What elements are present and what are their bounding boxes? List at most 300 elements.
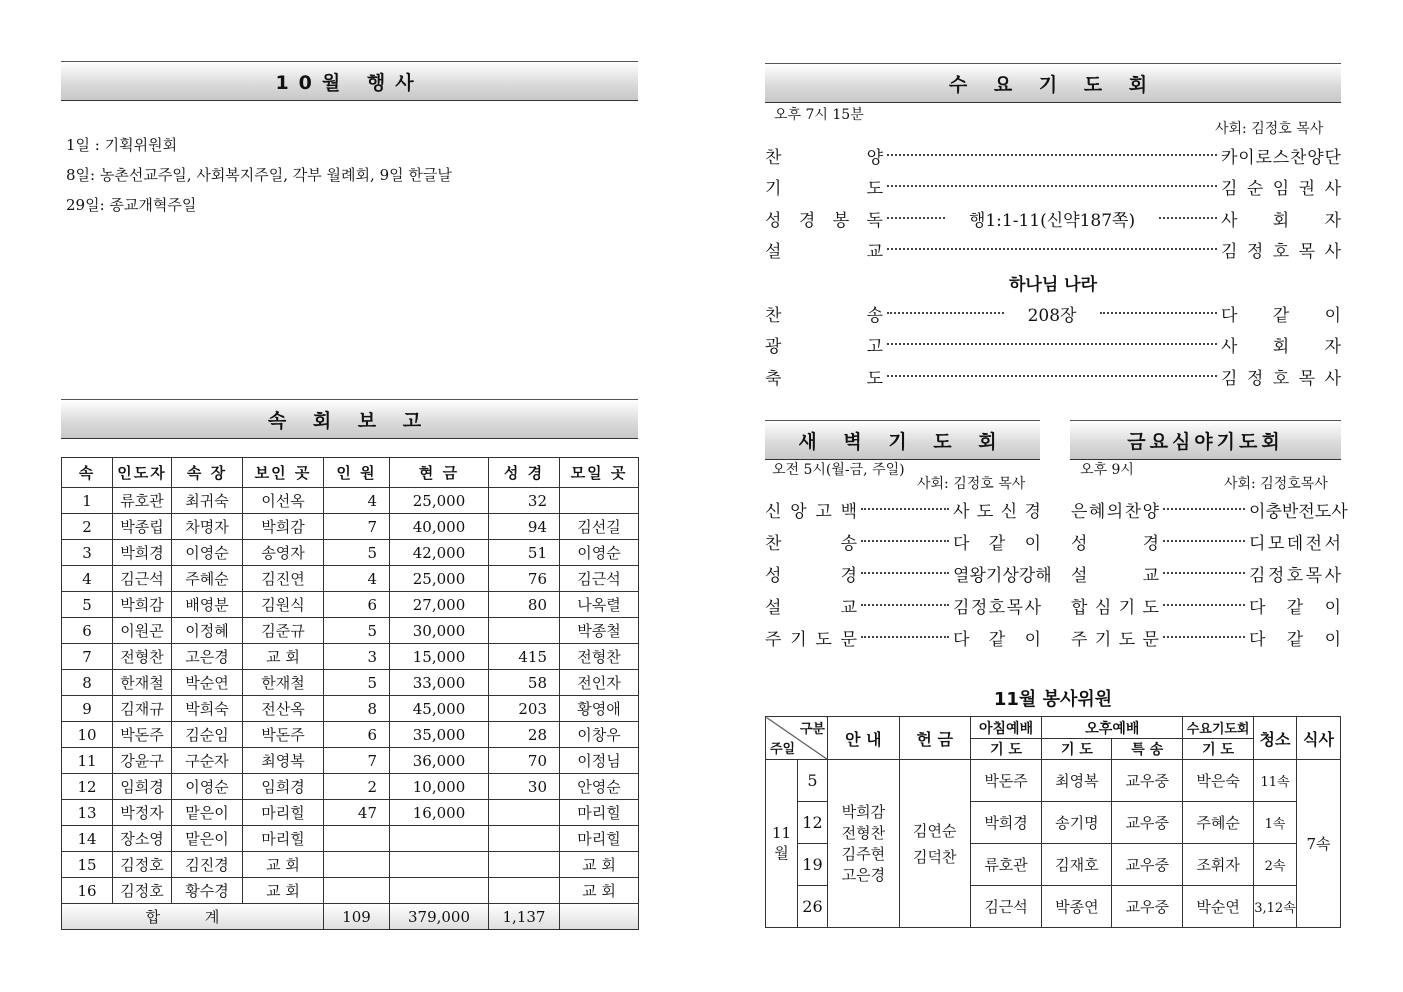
order-label: 설 교 [765, 241, 883, 262]
dot-leader [887, 217, 945, 219]
table-cell: 김진연 [243, 566, 324, 592]
order-line [1071, 623, 1341, 651]
wed-cell: 박순연 [1183, 886, 1254, 928]
guide-name: 고은경 [841, 865, 886, 884]
dawn-header [765, 420, 1040, 460]
order-value: 사 회 자 [1221, 210, 1342, 231]
order-label: 찬 양 [765, 147, 883, 168]
table-cell: 교 회 [560, 878, 639, 904]
morning-cell: 김근석 [970, 886, 1042, 928]
meal-header: 식사 [1296, 717, 1340, 760]
table-cell [324, 852, 390, 878]
table-cell: 마리힐 [243, 800, 324, 826]
table-row [62, 852, 639, 878]
col-header: 속 [62, 458, 113, 488]
total-label: 합 계 [62, 904, 324, 930]
dot-leader [861, 508, 949, 510]
table-row [62, 514, 639, 540]
total-people: 109 [324, 904, 390, 930]
order-value: 다 같 이 [1249, 629, 1341, 650]
total-empty [560, 904, 639, 930]
table-cell: 임희경 [243, 774, 324, 800]
table-cell: 51 [489, 540, 560, 566]
table-cell: 배영분 [172, 592, 243, 618]
order-label: 설 교 [1071, 565, 1159, 586]
col-header: 속 장 [172, 458, 243, 488]
table-cell: 58 [489, 670, 560, 696]
table-cell: 70 [489, 748, 560, 774]
order-line [765, 559, 1052, 587]
table-cell: 박정자 [113, 800, 172, 826]
col-header: 현 금 [390, 458, 489, 488]
table-cell: 최영복 [243, 748, 324, 774]
wednesday-host: 사회: 김정호 목사 [1215, 121, 1324, 137]
table-cell: 16,000 [390, 800, 489, 826]
order-line [765, 299, 1341, 327]
table-cell: 장소영 [113, 826, 172, 852]
table-row [62, 592, 639, 618]
table-cell [489, 878, 560, 904]
table-cell: 김순임 [172, 722, 243, 748]
table-row [62, 774, 639, 800]
table-cell: 47 [324, 800, 390, 826]
table-cell: 4 [62, 566, 113, 592]
table-cell: 7 [324, 514, 390, 540]
order-value: 다 같 이 [953, 533, 1041, 554]
table-cell: 김재규 [113, 696, 172, 722]
table-cell: 25,000 [390, 566, 489, 592]
month-cell: 11월 [766, 760, 798, 928]
table-cell: 김진경 [172, 852, 243, 878]
table-cell: 박돈주 [243, 722, 324, 748]
table-cell: 이원곤 [113, 618, 172, 644]
col-header: 보인 곳 [243, 458, 324, 488]
friday-time: 오후 9시 [1080, 462, 1134, 478]
order-label: 설 교 [765, 597, 857, 618]
dot-leader [887, 375, 1217, 377]
table-cell: 45,000 [390, 696, 489, 722]
table-cell: 김근석 [560, 566, 639, 592]
morning-header: 아침예배 [970, 717, 1042, 739]
order-value: 김 정 호 목 사 [1221, 241, 1341, 262]
order-line [1071, 527, 1341, 555]
table-row [62, 566, 639, 592]
order-line [765, 235, 1341, 263]
dot-leader [887, 343, 1217, 345]
table-cell [390, 852, 489, 878]
table-cell [324, 826, 390, 852]
table-cell: 교 회 [243, 644, 324, 670]
dot-leader [1163, 572, 1245, 574]
event-item: 1일 : 기획위원회 [66, 136, 178, 154]
table-cell: 김준규 [243, 618, 324, 644]
table-cell: 15 [62, 852, 113, 878]
order-line [765, 330, 1341, 358]
table-cell: 3 [324, 644, 390, 670]
table-row [62, 670, 639, 696]
table-cell [390, 826, 489, 852]
table-cell: 한재철 [113, 670, 172, 696]
table-cell: 10,000 [390, 774, 489, 800]
dot-leader [861, 636, 949, 638]
table-cell: 송영자 [243, 540, 324, 566]
table-cell: 박종철 [560, 618, 639, 644]
order-line [1071, 591, 1341, 619]
total-bible: 1,137 [489, 904, 560, 930]
event-item: 29일: 종교개혁주일 [66, 196, 197, 214]
report-header [61, 399, 638, 439]
offering-header: 헌 금 [899, 717, 970, 760]
afternoon-cell: 박종연 [1042, 886, 1112, 928]
table-cell: 6 [324, 592, 390, 618]
special-cell: 교우중 [1112, 760, 1183, 802]
table-cell [324, 878, 390, 904]
table-cell: 16 [62, 878, 113, 904]
order-label: 광 고 [765, 336, 883, 357]
table-cell: 40,000 [390, 514, 489, 540]
table-cell: 황수경 [172, 878, 243, 904]
order-value: 이 충 반 전 도 사 [1249, 501, 1348, 522]
table-row [62, 618, 639, 644]
order-value: 다 같 이 [953, 629, 1041, 650]
order-label: 성 경 봉 독 [765, 210, 883, 231]
events-list [66, 130, 636, 220]
table-cell: 8 [324, 696, 390, 722]
report-total-row [62, 904, 639, 930]
table-cell: 94 [489, 514, 560, 540]
dot-leader [861, 604, 949, 606]
table-cell: 3 [62, 540, 113, 566]
table-row [62, 826, 639, 852]
table-cell: 류호관 [113, 488, 172, 514]
guides-cell [827, 760, 899, 928]
corner-top: 구분 [799, 722, 825, 737]
report-header-row [62, 458, 639, 488]
order-value: 카 이 로 스 찬 양 단 [1221, 147, 1341, 168]
dot-leader [1163, 604, 1245, 606]
table-cell: 11 [62, 748, 113, 774]
table-cell: 6 [62, 618, 113, 644]
col-header: 인 원 [324, 458, 390, 488]
table-cell [489, 826, 560, 852]
order-mid: 행1:1-11(신약187쪽) [968, 210, 1136, 231]
order-line [765, 527, 1041, 555]
day-cell: 26 [797, 886, 827, 928]
order-value: 열 왕 기 상 강 해 [953, 565, 1052, 586]
table-cell: 교 회 [560, 852, 639, 878]
table-cell: 이영순 [172, 540, 243, 566]
table-cell: 8 [62, 670, 113, 696]
service-table [765, 716, 1341, 928]
table-cell: 12 [62, 774, 113, 800]
dot-leader [887, 185, 1217, 187]
order-mid: 208장 [1027, 305, 1077, 326]
table-cell: 교 회 [243, 852, 324, 878]
clean-cell: 3,12속 [1254, 886, 1297, 928]
table-row [62, 488, 639, 514]
table-cell: 김근석 [113, 566, 172, 592]
order-label: 신 앙 고 백 [765, 501, 857, 522]
table-cell: 전형찬 [560, 644, 639, 670]
table-cell: 한재철 [243, 670, 324, 696]
table-row [62, 722, 639, 748]
wed-header: 수요기도회 [1183, 717, 1254, 739]
guide-name: 박희감 [841, 802, 886, 821]
dot-leader [1163, 540, 1245, 542]
table-cell: 강윤구 [113, 748, 172, 774]
order-label: 찬 송 [765, 533, 857, 554]
table-row [62, 696, 639, 722]
table-cell: 고은경 [172, 644, 243, 670]
table-cell: 박희경 [113, 540, 172, 566]
table-cell: 차명자 [172, 514, 243, 540]
table-cell: 13 [62, 800, 113, 826]
order-line [765, 623, 1041, 651]
clean-cell: 11속 [1254, 760, 1297, 802]
table-cell: 2 [62, 514, 113, 540]
table-cell: 전인자 [560, 670, 639, 696]
clean-header: 청소 [1254, 717, 1297, 760]
guide-header: 안 내 [827, 717, 899, 760]
dot-leader [861, 540, 949, 542]
table-cell: 28 [489, 722, 560, 748]
table-row [62, 540, 639, 566]
afternoon-cell: 송기명 [1042, 802, 1112, 844]
table-cell: 15,000 [390, 644, 489, 670]
table-cell: 203 [489, 696, 560, 722]
table-cell: 박순연 [172, 670, 243, 696]
afternoon-cell: 최영복 [1042, 760, 1112, 802]
table-row [62, 644, 639, 670]
table-cell [489, 800, 560, 826]
order-label: 주 기 도 문 [765, 629, 857, 650]
order-value: 김 정 호 목 사 [1249, 565, 1341, 586]
table-cell: 76 [489, 566, 560, 592]
dot-leader [861, 572, 949, 574]
table-cell: 14 [62, 826, 113, 852]
table-cell: 전형찬 [113, 644, 172, 670]
order-value: 김 정 호 목 사 [953, 597, 1041, 618]
order-line [765, 495, 1041, 523]
order-label: 성 경 [765, 565, 857, 586]
table-cell: 6 [324, 722, 390, 748]
table-row [62, 748, 639, 774]
morning-prayer-header: 기 도 [970, 739, 1042, 760]
order-line [765, 591, 1041, 619]
order-line [765, 172, 1341, 200]
order-label: 주 기 도 문 [1071, 629, 1159, 650]
morning-cell: 박희경 [970, 802, 1042, 844]
events-title: 10월 행사 [275, 71, 424, 94]
table-cell: 임희경 [113, 774, 172, 800]
order-line [765, 141, 1341, 169]
dot-leader [1100, 312, 1217, 314]
table-cell: 마리힐 [560, 800, 639, 826]
order-label: 은 혜 의 찬 양 [1071, 501, 1159, 522]
wednesday-header [765, 63, 1341, 103]
order-line [1071, 495, 1348, 523]
order-label: 성 경 [1071, 533, 1159, 554]
special-cell: 교우중 [1112, 802, 1183, 844]
event-item: 8일: 농촌선교주일, 사회복지주일, 각부 월례회, 9일 한글날 [66, 166, 452, 184]
dot-leader [1163, 508, 1245, 510]
table-cell: 1 [62, 488, 113, 514]
table-cell: 마리힐 [560, 826, 639, 852]
table-row [62, 878, 639, 904]
wednesday-time: 오후 7시 15분 [774, 107, 864, 123]
corner-bottom: 주일 [770, 742, 796, 757]
order-line [1071, 559, 1341, 587]
order-value: 디 모 데 전 서 [1249, 533, 1341, 554]
table-cell: 2 [324, 774, 390, 800]
events-header [61, 61, 638, 101]
offering-name: 김연순 [912, 821, 957, 840]
order-value: 다 같 이 [1249, 597, 1341, 618]
report-table [61, 457, 639, 930]
order-label: 기 도 [765, 178, 883, 199]
table-cell: 전산옥 [243, 696, 324, 722]
table-cell: 구순자 [172, 748, 243, 774]
service-row [766, 760, 1341, 802]
table-cell: 박희감 [243, 514, 324, 540]
afternoon-cell: 김재호 [1042, 844, 1112, 886]
special-cell: 교우중 [1112, 844, 1183, 886]
table-cell: 25,000 [390, 488, 489, 514]
table-cell: 4 [324, 566, 390, 592]
table-cell: 교 회 [243, 878, 324, 904]
guide-name: 전형찬 [841, 823, 886, 842]
table-cell [489, 852, 560, 878]
order-value: 사 회 자 [1221, 336, 1341, 357]
table-cell: 박종립 [113, 514, 172, 540]
table-cell: 27,000 [390, 592, 489, 618]
order-label: 찬 송 [765, 305, 883, 326]
order-value: 사 도 신 경 [953, 501, 1041, 522]
table-cell: 김원식 [243, 592, 324, 618]
table-cell: 나옥렬 [560, 592, 639, 618]
table-cell: 맡은이 [172, 800, 243, 826]
order-value: 김 순 임 권 사 [1221, 178, 1341, 199]
col-header: 모일 곳 [560, 458, 639, 488]
table-cell: 5 [324, 670, 390, 696]
clean-cell: 2속 [1254, 844, 1297, 886]
total-money: 379,000 [390, 904, 489, 930]
table-cell: 안영순 [560, 774, 639, 800]
day-cell: 12 [797, 802, 827, 844]
order-line [765, 204, 1341, 232]
morning-cell: 박돈주 [970, 760, 1042, 802]
special-cell: 교우중 [1112, 886, 1183, 928]
table-cell [560, 488, 639, 514]
table-cell: 이정님 [560, 748, 639, 774]
table-cell: 30 [489, 774, 560, 800]
table-cell: 최귀숙 [172, 488, 243, 514]
day-cell: 19 [797, 844, 827, 886]
table-cell: 4 [324, 488, 390, 514]
table-cell: 5 [62, 592, 113, 618]
table-cell: 5 [324, 540, 390, 566]
morning-cell: 류호관 [970, 844, 1042, 886]
table-cell: 김정호 [113, 852, 172, 878]
service-title: 11월 봉사위원 [993, 689, 1113, 710]
table-cell: 마리힐 [243, 826, 324, 852]
order-line [765, 362, 1341, 390]
special-header: 특 송 [1112, 739, 1183, 760]
table-cell: 이영순 [172, 774, 243, 800]
friday-host: 사회: 김정호목사 [1224, 476, 1328, 492]
dawn-title: 새 벽 기 도 회 [798, 430, 1007, 453]
table-cell: 박돈주 [113, 722, 172, 748]
table-cell: 박희감 [113, 592, 172, 618]
meal-cell: 7속 [1296, 760, 1340, 928]
table-cell: 이정혜 [172, 618, 243, 644]
table-cell: 맡은이 [172, 826, 243, 852]
wed-cell: 조휘자 [1183, 844, 1254, 886]
offering-name: 김덕찬 [912, 847, 957, 866]
table-cell: 42,000 [390, 540, 489, 566]
dot-leader [1159, 217, 1217, 219]
table-row [62, 800, 639, 826]
order-value: 김 정 호 목 사 [1221, 368, 1341, 389]
order-value: 다 같 이 [1221, 305, 1341, 326]
day-cell: 5 [797, 760, 827, 802]
table-cell: 이선옥 [243, 488, 324, 514]
dawn-host: 사회: 김정호 목사 [917, 476, 1026, 492]
friday-header [1070, 420, 1341, 460]
dot-leader [887, 154, 1217, 156]
table-cell: 32 [489, 488, 560, 514]
col-header: 인도자 [113, 458, 172, 488]
wed-cell: 주혜순 [1183, 802, 1254, 844]
dot-leader [887, 312, 1004, 314]
table-cell: 33,000 [390, 670, 489, 696]
table-cell: 김선길 [560, 514, 639, 540]
table-cell: 10 [62, 722, 113, 748]
dot-leader [1163, 636, 1245, 638]
afternoon-header: 오후예배 [1042, 717, 1183, 739]
table-cell: 박희숙 [172, 696, 243, 722]
clean-cell: 1속 [1254, 802, 1297, 844]
col-header: 성 경 [489, 458, 560, 488]
dawn-time: 오전 5시(월-금, 주일) [772, 462, 905, 478]
table-cell: 이창우 [560, 722, 639, 748]
table-cell: 김정호 [113, 878, 172, 904]
table-cell [489, 618, 560, 644]
wed-prayer-header: 기 도 [1183, 739, 1254, 760]
afternoon-prayer-header: 기 도 [1042, 739, 1112, 760]
offering-cell [899, 760, 970, 928]
wed-cell: 박은숙 [1183, 760, 1254, 802]
order-label: 합 심 기 도 [1071, 597, 1159, 618]
table-cell: 9 [62, 696, 113, 722]
table-cell [390, 878, 489, 904]
wednesday-title: 수 요 기 도 회 [948, 73, 1158, 96]
table-cell: 35,000 [390, 722, 489, 748]
table-cell: 황영애 [560, 696, 639, 722]
guide-name: 김주현 [841, 844, 886, 863]
report-title: 속 회 보 고 [267, 409, 432, 432]
table-cell: 7 [62, 644, 113, 670]
dot-leader [887, 248, 1217, 250]
table-cell: 36,000 [390, 748, 489, 774]
table-cell: 30,000 [390, 618, 489, 644]
table-cell: 415 [489, 644, 560, 670]
table-cell: 80 [489, 592, 560, 618]
table-cell: 7 [324, 748, 390, 774]
wednesday-sermon-title: 하나님 나라 [1008, 275, 1098, 295]
friday-title: 금요심야기도회 [1127, 430, 1284, 453]
corner-cell [766, 717, 828, 760]
